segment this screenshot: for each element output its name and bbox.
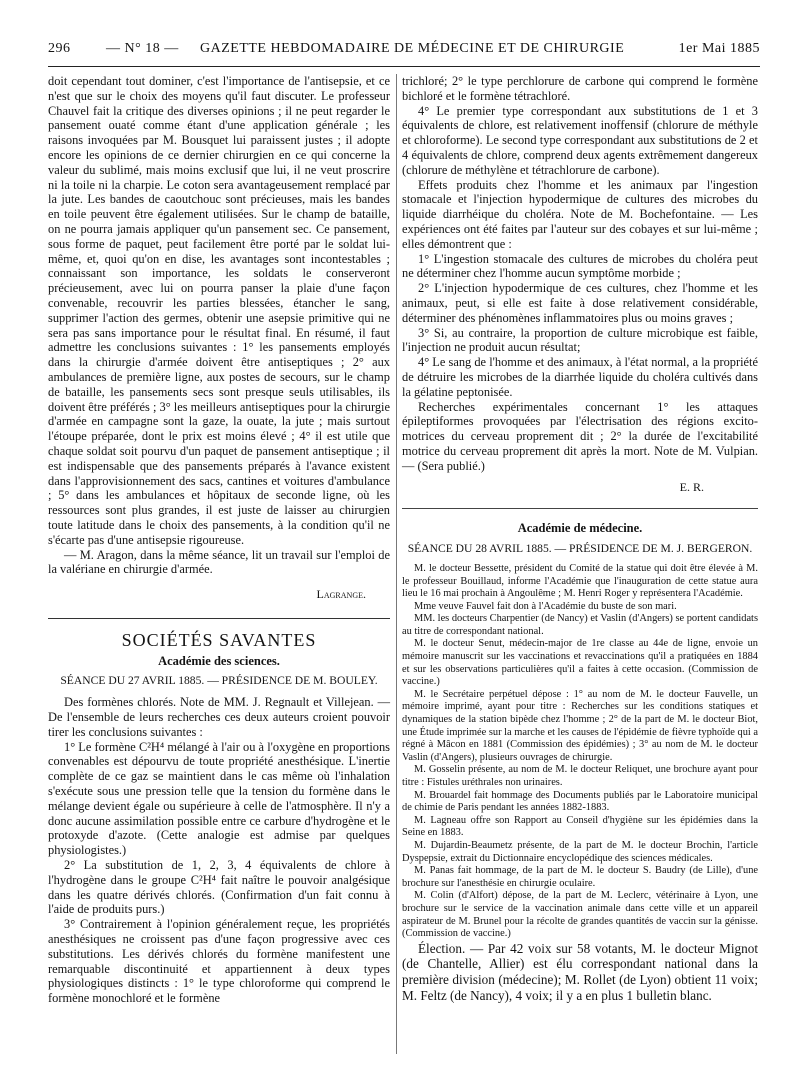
column-divider [396,74,397,1054]
paragraph: 2° L'injection hypodermique de ces cultures, chez l'homme et les animaux, peut, si elle est faite à dose relativement considérable, déterminer des phénomènes inflammatoires plus ou moins graves ; [402,281,758,325]
minute-item: M. Lagneau offre son Rapport au Conseil d'hygiène sur les épidémies dans la Seine en 1883. [402,814,758,839]
minute-item: M. Gosselin présente, au nom de M. le docteur Reliquet, une brochure ayant pour titre : Fistules uréthrales non urinaires. [402,764,758,788]
session-minutes [402,563,758,941]
page-header [48,36,760,67]
minute-item: M. le Secrétaire perpétuel dépose : 1° au nom de M. le docteur Fauvelle, un mémoire imprimé, ayant pour titre : Recherches sur les conditions statiques et dynamiques de la station bipède chez l'homme ; 2° de la part de M. le docteur Biot, une Étude imprimée sur la marche et les causes de l'épidémie de fièvre typhoïde qui a régné à Mâcon en 1881 (Commission des épidémies) ; 3° au nom de M. le docteur Vaslin (d'Angers), plusieurs ouvrages de chirurgie. [402,688,758,763]
right-column [402,74,758,1003]
paragraph: 1° Le formène C²H⁴ mélangé à l'air ou à l'oxygène en proportions convenables est dépourvu de toute propriété anesthésique. L'inertie complète de ce gaz se maintient dans le cas même où l'inhalation s'exécute sous une pression telle que la tension du formène dans le mélange devient égale ou supérieure à celle de l'atmosphère. Il n'y a donc aucune assimilation possible entre ce carbure d'hydrogène et le protoxyde d'azote. (Cette analogie est admise par quelques physiologistes.) [48,739,390,858]
minute-item: M. Dujardin-Beaumetz présente, de la part de M. le docteur Brochin, l'article Dyspepsie, extrait du Dictionnaire encyclopédique des sciences médicales. [402,839,758,864]
minute-item: Mme veuve Fauvel fait don à l'Académie du buste de son mari. [414,600,677,612]
paragraph: — M. Aragon, dans la même séance, lit un travail sur l'emploi de la valériane en chirurgie d'armée. [48,547,390,577]
paragraph: 1° L'ingestion stomacale des cultures de microbes du choléra peut ne déterminer chez l'homme aucun symptôme morbide ; [402,251,758,281]
academy-heading: Académie des sciences. [158,653,280,668]
signature: E. R. [679,479,704,494]
paragraph: 3° Contrairement à l'opinion généralement reçue, les propriétés anesthésiques ne croissent pas d'une façon progressive avec ces substitutions. Les dérivés chlorés du formène manifestent une remarquable discontinuité et appartiennent à deux types physiologiques distincts : 1° le type chloroforme qui comprend le formène monochloré et le formène [48,917,390,1006]
election-paragraph: Élection. — Par 42 voix sur 58 votants, M. le docteur Mignot (de Chantelle, Allier) est élu correspondant national dans la première division (médecine); M. Rollet (de Lyon) obtient 11 voix; M. Feltz (de Nancy), 4 voix; il y a en plus 1 bulletin blanc. [402,940,758,1003]
paragraph: trichloré; 2° le type perchlorure de carbone qui comprend le formène bichloré et le formène tétrachloré. [402,74,758,103]
minute-item: M. le docteur Senut, médecin-major de 1re classe au 44e de ligne, envoie un mémoire manuscrit sur les vaccinations et revaccinations qu'il a pratiquées en 1884 et sur les observations particulières qu'il a faites à cette occasion. (Commission de vaccine.) [402,638,758,688]
minute-item: M. Panas fait hommage, de la part de M. le docteur S. Baudry (de Lille), d'une brochure sur l'anesthésie en chirurgie oculaire. [402,865,758,889]
signature: Lagrange. [316,587,366,602]
section-title: SOCIÉTÉS SAVANTES [121,629,317,650]
session-heading: SÉANCE DU 27 AVRIL 1885. — PRÉSIDENCE DE M. BOULEY. [60,674,378,688]
divider [48,618,390,619]
paragraph: 3° Si, au contraire, la proportion de culture microbique est faible, l'injection ne produit aucun résultat; [402,325,758,355]
issue-number: — N° 18 — [106,41,179,56]
paragraph: Recherches expérimentales concernant 1° les attaques épileptiformes provoquées par l'électrisation des régions excito-motrices du cerveau proprement dit ; 2° la durée de l'excitabilité motrice du cerveau proprement dit après la mort. Note de M. Vulpian. — (Sera publié.) [402,399,758,473]
issue-date: 1er Mai 1885 [678,41,760,56]
paragraph: Effets produits chez l'homme et les animaux par l'ingestion stomacale et l'injection hypodermique de cultures des microbes du liquide diarrhéique du choléra. Note de M. Bochefontaine. — Les expériences ont été faites par l'auteur sur des cobayes et sur lui-même ; elles démontrent que : [402,177,758,251]
minute-item: M. Colin (d'Alfort) dépose, de la part de M. Leclerc, vétérinaire à Lyon, une brochure sur le service de la vaccination animale dans cette ville et un appareil aspirateur de M. Brunel pour la récolte de grandes quantités de vaccin sur la génisse. (Commission de vaccine.) [402,890,758,940]
paragraph: 2° La substitution de 1, 2, 3, 4 équivalents de chlore à l'hydrogène dans le groupe C²H⁴ fait naître le pouvoir analgésique dans les quatre dérivés chlorés. (Confirmation d'un fait connu à l'aide de produits purs.) [48,858,390,917]
minute-item: M. Brouardel fait hommage des Documents publiés par le Laboratoire municipal de chimie de Paris pendant les années 1882-1883. [402,789,758,814]
paragraph: 4° Le sang de l'homme et des animaux, à l'état normal, a la propriété de détruire les microbes de la diarrhée liquide du choléra cultivés dans la gélatine peptonisée. [402,355,758,399]
academy-heading: Académie de médecine. [517,521,643,536]
left-column [48,74,390,1006]
session-heading: SÉANCE DU 28 AVRIL 1885. — PRÉSIDENCE DE M. J. BERGERON. [407,542,753,556]
divider [402,508,758,509]
minute-item: MM. les docteurs Charpentier (de Nancy) et Vaslin (d'Angers) se portent candidats au titre de correspondant national. [402,613,758,637]
journal-title: GAZETTE HEBDOMADAIRE DE MÉDECINE ET DE CHIRURGIE [200,41,625,56]
paragraph: 4° Le premier type correspondant aux substitutions de 1 et 3 équivalents de chlore, est relativement inoffensif (chlorure de méthyle et chloroforme). Le second type correspondant aux substitutions de 2 et 4 équivalents de chlore, comprend deux agents extrêmement dangereux (chlorure de méthylène et tétrachlorure de carbone). [402,103,758,177]
minute-item: M. le docteur Bessette, président du Comité de la statue qui doit être élevée à M. le professeur Bouillaud, informe l'Académie que l'inauguration de cette statue aura lieu le 16 mai prochain à Angoulême ; M. Henri Roger y représentera l'Académie. [402,562,758,600]
paragraph: doit cependant tout dominer, c'est l'importance de l'antisepsie, et ce n'est que sur le choix des moyens qu'il faut discuter. Le professeur Chauvel fait la critique des diverses opinions ; il ne peut regarder le pansement ouaté comme étant d'une application générale ; les raisons invoquées par M. Bousquet lui paraissent justes ; il adopte encore les opinions de ce dernier chirurgien en ce qui concerne la valeur du sublimé, mais moins exclusif que lui, il ne veut proscrire ni la toile ni la charpie. Le coton sera avantageusement remplacé par la jute. Les bandes de caoutchouc sont précieuses, mais les bandes en toile peuvent être également utilisées. Sur le champ de bataille, on ne pourra jamais appliquer qu'un pansement sec. Ce pansement, sous forme de paquet, peut facilement être porté par le soldat lui-même, et, quoi qu'on en dise, les avantages sont incontestables ; connaissant son importance, les soldats le conserveront précieusement, avec lui on pourra panser la plaie d'une façon convenable, recouvrir les parties blessées, étancher le sang, supprimer l'action des germes, obtenir une asepsie primitive qui ne sera pas sans importance pour le résultat final. En résumé, il faut admettre les conclusions suivantes : 1° les pansements employés dans la chirurgie d'armée doivent être antiseptiques ; 2° aux ambulances de première ligne, aux postes de secours, sur le champ de bataille, les pansements secs sont presque seuls utilisables, ils doivent être préférés ; 3° les meilleurs antiseptiques pour la chirurgie d'armée en campagne sont la gaze, la ouate, la jute ; mais surtout l'étoupe préparée, dont le prix est moins élevé ; 4° il est utile que chaque soldat soit pourvu d'un paquet de pansement antiseptique ; il est indispensable que des pansements préparés à l'avance existent dans l'approvisionnement des sacs, cantines et voitures d'ambulance ; 5° dans les ambulances et hôpitaux de seconde ligne, où les ressources sont plus grandes, il est juste de laisser au chirurgien toute latitude dans le choix des pansements, à la condition qu'il ne s'écarte pas d'une antisepsie rigoureuse. [48,74,390,547]
paragraph: Des formènes chlorés. Note de MM. J. Regnault et Villejean. — De l'ensemble de leurs recherches ces deux auteurs croient pouvoir tirer les conclusions suivantes : [48,695,390,739]
page-number: 296 [48,41,71,56]
